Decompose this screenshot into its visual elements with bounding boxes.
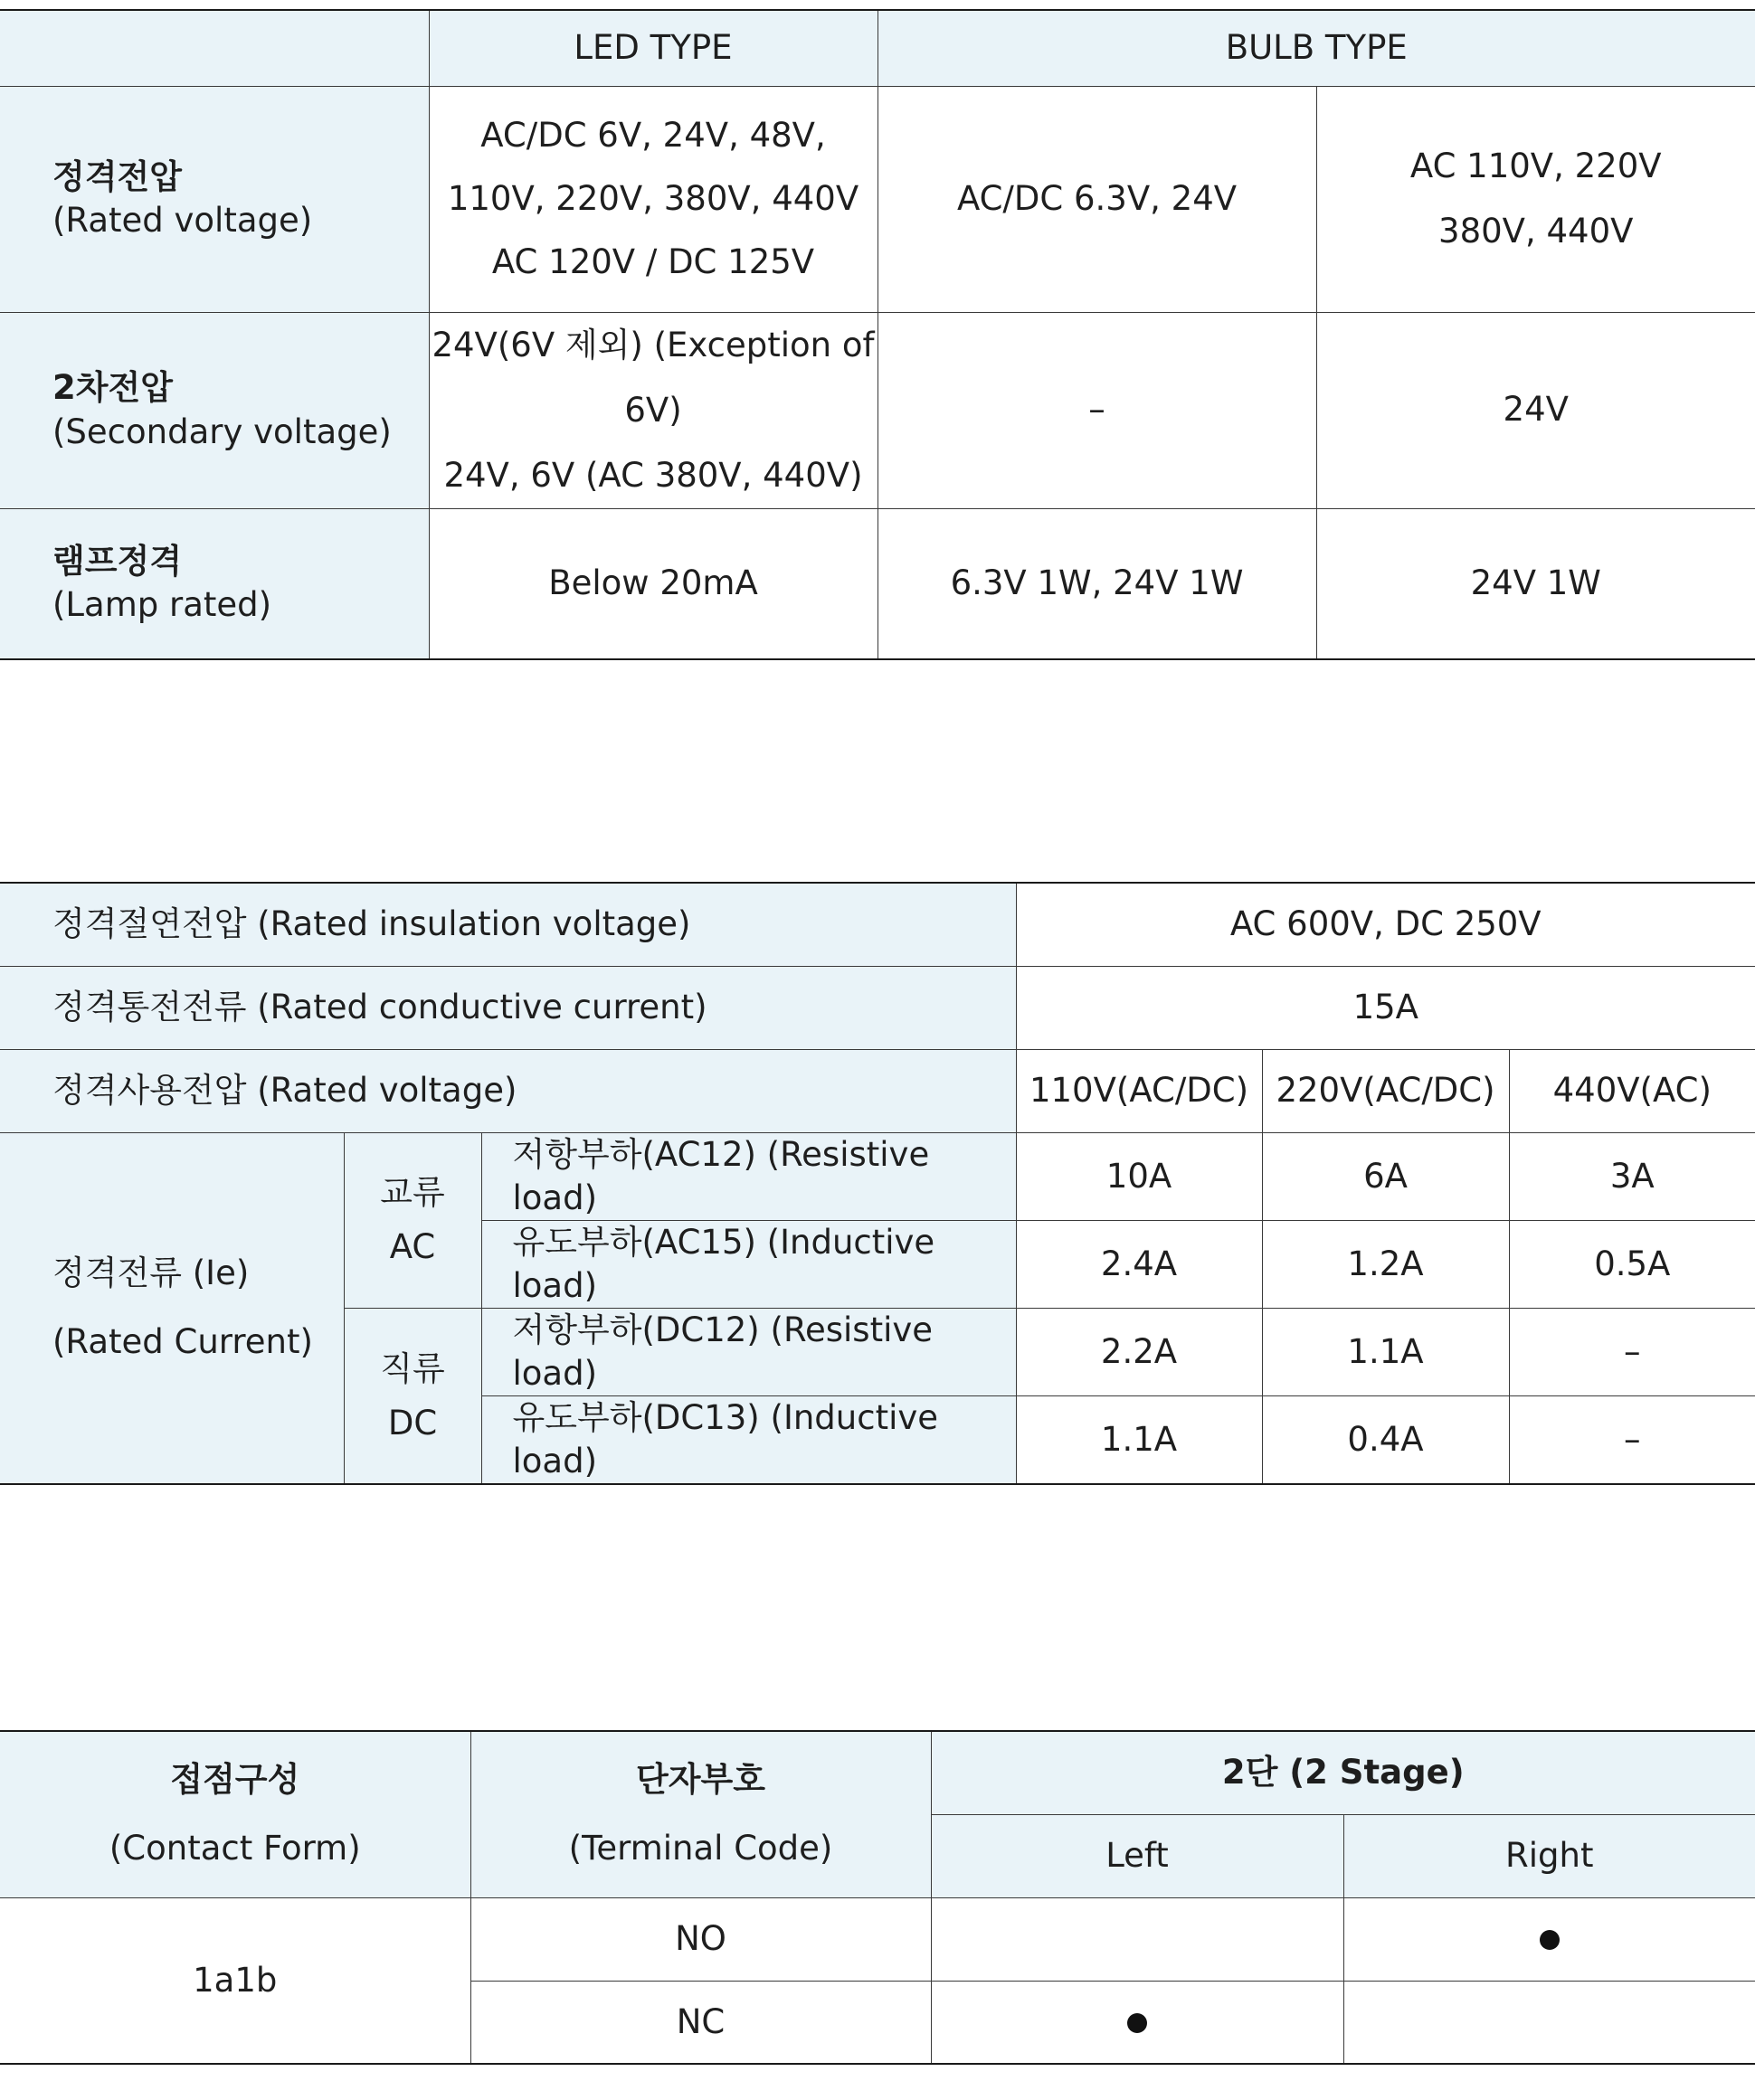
dc13-440v: –	[1509, 1396, 1755, 1485]
contact-form-header: 접점구성 (Contact Form)	[0, 1731, 470, 1897]
left-header: Left	[931, 1814, 1343, 1897]
led-secondary-voltage: 24V(6V 제외) (Exception of 6V) 24V, 6V (AC 380V, 440V)	[429, 312, 878, 508]
bulb-dc-secondary-voltage: –	[878, 312, 1316, 508]
voltage-col-440v: 440V(AC)	[1509, 1049, 1755, 1132]
ratings-table	[0, 882, 1755, 1485]
rated-voltage-label: 정격사용전압 (Rated voltage)	[0, 1049, 1016, 1132]
dc-group-label: 직류 DC	[344, 1308, 481, 1484]
rated-current-label: 정격전류 (Ie) (Rated Current)	[0, 1132, 344, 1484]
bulb-dc-lamp-rated: 6.3V 1W, 24V 1W	[878, 508, 1316, 659]
dc12-110v: 2.2A	[1016, 1308, 1262, 1395]
load-ac12-label: 저항부하(AC12) (Resistive load)	[481, 1132, 1016, 1220]
ac15-110v: 2.4A	[1016, 1220, 1262, 1308]
voltage-col-110v: 110V(AC/DC)	[1016, 1049, 1262, 1132]
contact-form-table	[0, 1730, 1755, 2065]
rated-voltage-label: 정격전압 (Rated voltage)	[0, 86, 429, 312]
load-dc12-label: 저항부하(DC12) (Resistive load)	[481, 1308, 1016, 1395]
ac15-220v: 1.2A	[1262, 1220, 1509, 1308]
terminal-code-header: 단자부호 (Terminal Code)	[470, 1731, 931, 1897]
right-header: Right	[1343, 1814, 1755, 1897]
led-rated-voltage: AC/DC 6V, 24V, 48V, 110V, 220V, 380V, 440V AC 120V / DC 125V	[429, 86, 878, 312]
corner-cell	[0, 10, 429, 86]
rated-insulation-voltage-label: 정격절연전압 (Rated insulation voltage)	[0, 883, 1016, 966]
ac12-110v: 10A	[1016, 1132, 1262, 1220]
ac15-440v: 0.5A	[1509, 1220, 1755, 1308]
voltage-col-220v: 220V(AC/DC)	[1262, 1049, 1509, 1132]
bulb-type-header: BULB TYPE	[878, 10, 1755, 86]
dc13-220v: 0.4A	[1262, 1396, 1509, 1485]
led-lamp-rated: Below 20mA	[429, 508, 878, 659]
stage-header: 2단 (2 Stage)	[931, 1731, 1755, 1814]
no-left-cell	[931, 1897, 1343, 1981]
bulb-dc-rated-voltage: AC/DC 6.3V, 24V	[878, 86, 1316, 312]
dc12-440v: –	[1509, 1308, 1755, 1395]
dc12-220v: 1.1A	[1262, 1308, 1509, 1395]
load-ac15-label: 유도부하(AC15) (Inductive load)	[481, 1220, 1016, 1308]
secondary-voltage-label: 2차전압 (Secondary voltage)	[0, 312, 429, 508]
bulb-ac-rated-voltage: AC 110V, 220V 380V, 440V	[1316, 86, 1755, 312]
load-dc13-label: 유도부하(DC13) (Inductive load)	[481, 1396, 1016, 1485]
dc13-110v: 1.1A	[1016, 1396, 1262, 1485]
terminal-code-no: NO	[470, 1897, 931, 1981]
bulb-ac-lamp-rated: 24V 1W	[1316, 508, 1755, 659]
contact-form-value: 1a1b	[0, 1897, 470, 2064]
lamp-rated-label: 램프정격 (Lamp rated)	[0, 508, 429, 659]
terminal-code-nc: NC	[470, 1981, 931, 2064]
rated-conductive-current-label: 정격통전전류 (Rated conductive current)	[0, 966, 1016, 1049]
no-right-cell	[1343, 1897, 1755, 1981]
nc-left-cell	[931, 1981, 1343, 2064]
filled-dot-icon	[1127, 2013, 1147, 2033]
led-type-header: LED TYPE	[429, 10, 878, 86]
lamp-spec-table	[0, 9, 1755, 660]
filled-dot-icon	[1540, 1930, 1560, 1950]
ac12-440v: 3A	[1509, 1132, 1755, 1220]
nc-right-cell	[1343, 1981, 1755, 2064]
rated-insulation-voltage-value: AC 600V, DC 250V	[1016, 883, 1755, 966]
rated-conductive-current-value: 15A	[1016, 966, 1755, 1049]
bulb-ac-secondary-voltage: 24V	[1316, 312, 1755, 508]
ac12-220v: 6A	[1262, 1132, 1509, 1220]
ac-group-label: 교류 AC	[344, 1132, 481, 1308]
